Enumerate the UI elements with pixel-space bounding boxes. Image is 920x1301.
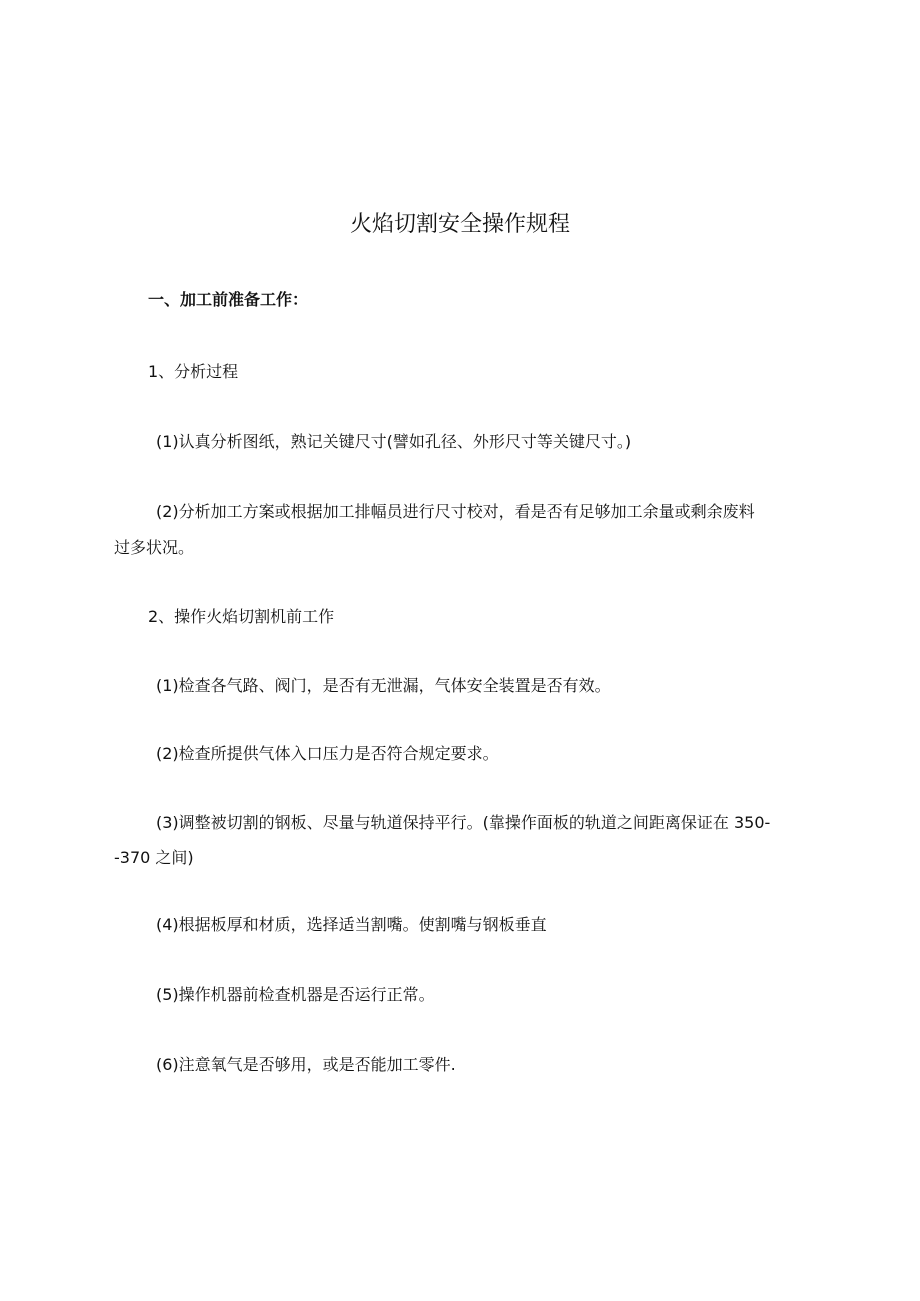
pre-operation-item-1: (1)检查各气路、阀门，是否有无泄漏，气体安全装置是否有效。 — [156, 676, 611, 695]
pre-operation-item-3-line-2: -370 之间) — [114, 848, 194, 867]
analysis-item-2-line-2: 过多状况。 — [114, 538, 195, 557]
pre-operation-item-3-line-1: (3)调整被切割的钢板、尽量与轨道保持平行。(靠操作面板的轨道之间距离保证在 350- — [156, 813, 771, 832]
pre-operation-item-6: (6)注意氧气是否够用，或是否能加工零件. — [156, 1055, 456, 1074]
pre-operation-item-4: (4)根据板厚和材质，选择适当割嘴。使割嘴与钢板垂直 — [156, 915, 547, 934]
subsection-heading-pre-operation: 2、操作火焰切割机前工作 — [148, 607, 335, 626]
pre-operation-item-2: (2)检查所提供气体入口压力是否符合规定要求。 — [156, 744, 499, 763]
subsection-heading-analysis: 1、分析过程 — [148, 362, 239, 381]
document-title: 火焰切割安全操作规程 — [349, 212, 570, 237]
section-heading-preparation: 一、加工前准备工作： — [148, 290, 309, 309]
analysis-item-2-line-1: (2)分析加工方案或根据加工排幅员进行尺寸校对，看是否有足够加工余量或剩余废料 — [156, 502, 755, 521]
pre-operation-item-5: (5)操作机器前检查机器是否运行正常。 — [156, 985, 435, 1004]
analysis-item-1: (1)认真分析图纸，熟记关键尺寸(譬如孔径、外形尺寸等关键尺寸。) — [156, 432, 632, 451]
